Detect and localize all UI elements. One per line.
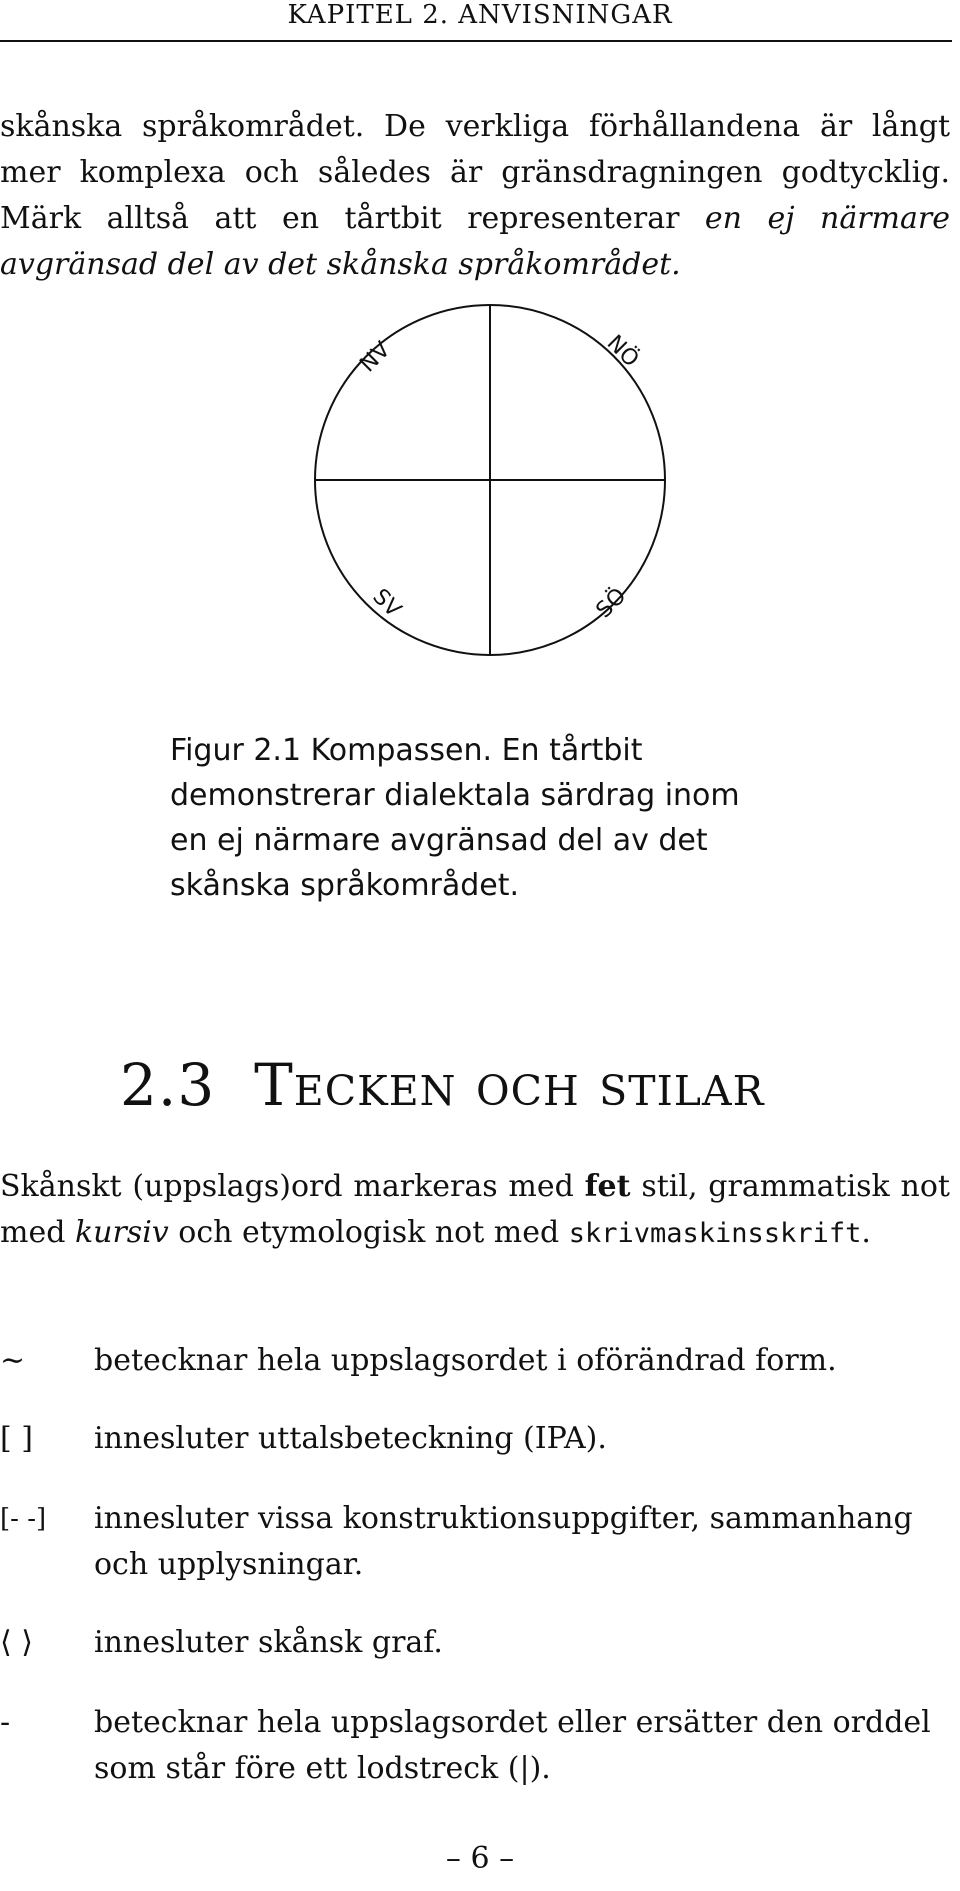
symbol-tilde: ∼ — [0, 1343, 26, 1378]
page-number: – 6 – — [445, 1841, 515, 1876]
caption-number: Figur 2.1 — [170, 733, 302, 768]
symbol-dash-brackets: [- -] — [0, 1504, 47, 1534]
section-heading — [120, 1050, 920, 1120]
symbol-angle-brackets: ⟨ ⟩ — [0, 1625, 33, 1660]
label-so: SÖ — [591, 583, 632, 624]
symbol-description: betecknar hela uppslagsordet i oförändrad form. — [94, 1343, 837, 1378]
running-header: KAPITEL 2. ANVISNINGAR — [287, 0, 673, 30]
section-title: Tecken och stilar — [254, 1051, 765, 1119]
figure-caption — [170, 728, 780, 908]
symbol-hyphen: - — [0, 1705, 11, 1740]
body-text: stil, grammatisk not med — [0, 1169, 950, 1250]
label-nv: NV — [355, 337, 396, 378]
symbol-description: betecknar hela uppslagsordet eller ersätter den orddel som står före ett lodstreck (|). — [94, 1705, 931, 1786]
compass-figure — [300, 290, 680, 694]
body-text: och etymologisk not med — [168, 1215, 569, 1250]
body-text: . — [861, 1215, 871, 1250]
caption-text: Kompassen. En tårtbit demonstrerar dialektala särdrag inom en ej närmare avgränsad del av det skånska språkområdet. — [170, 733, 740, 903]
italic-example: kursiv — [74, 1215, 169, 1250]
section-number: 2.3 — [120, 1051, 216, 1119]
header-rule — [0, 40, 952, 42]
intro-text: skånska språkområdet. De verkliga förhållandena är långt mer komplexa och således är gränsdragningen godtycklig. Märk alltså att en tårtbit representerar — [0, 109, 950, 236]
intro-italic-text: en ej närmare avgränsad del av det skånska språkområdet. — [0, 201, 950, 282]
mono-example: skrivmaskinsskrift — [568, 1218, 862, 1249]
symbol-description: innesluter skånsk graf. — [94, 1625, 443, 1660]
styles-paragraph — [0, 1164, 950, 1257]
symbol-brackets: [ ] — [0, 1421, 33, 1456]
compass-diagram — [300, 290, 680, 690]
symbol-description: innesluter uttalsbeteckning (IPA). — [94, 1421, 607, 1456]
symbol-description: innesluter vissa konstruktionsuppgifter, sammanhang och upplysningar. — [94, 1501, 913, 1582]
bold-example: fet — [584, 1169, 631, 1204]
body-text: Skånskt (uppslags)ord markeras med — [0, 1169, 585, 1204]
label-sv: SV — [367, 584, 406, 623]
label-no: NÖ — [601, 330, 644, 373]
intro-paragraph — [0, 104, 950, 288]
